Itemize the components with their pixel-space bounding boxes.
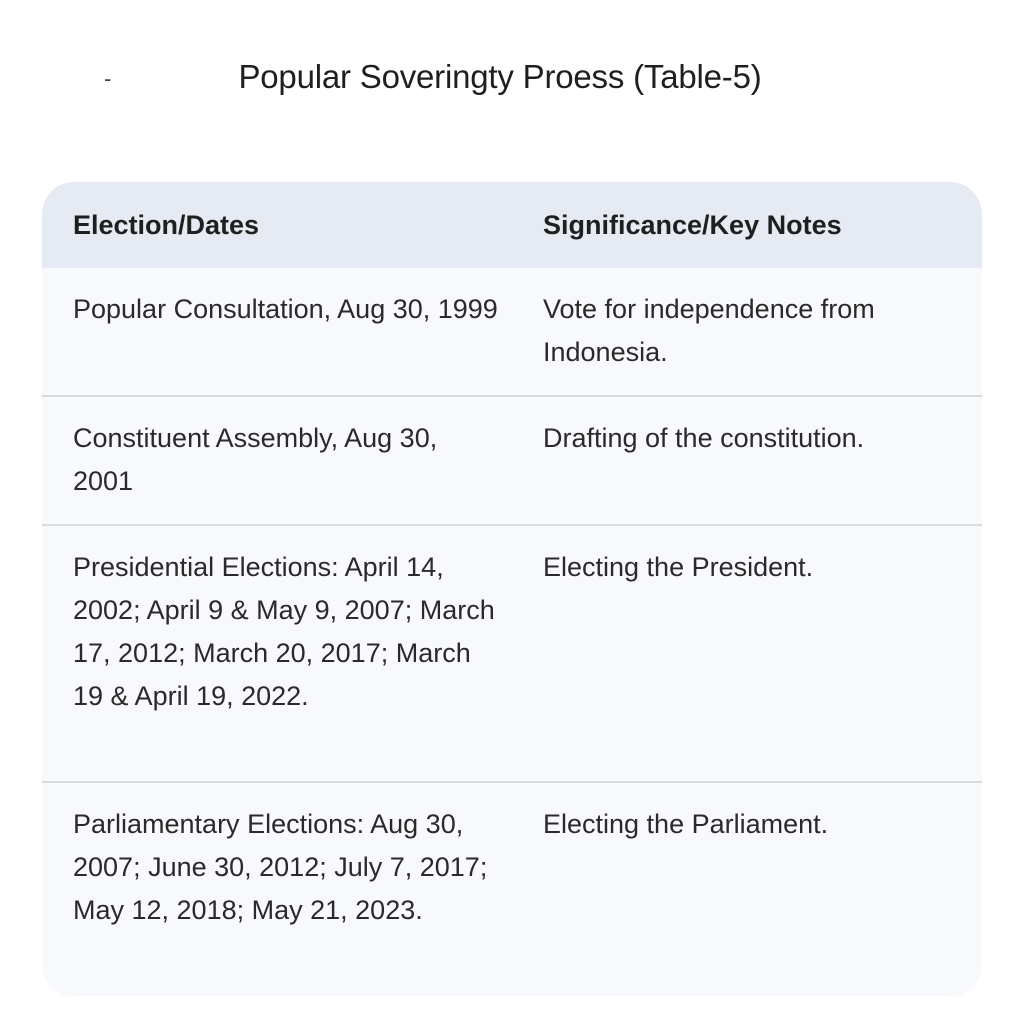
table-row [42, 268, 982, 396]
column-header-election-dates: Election/Dates [42, 182, 512, 268]
table-row [42, 782, 982, 995]
column-header-significance: Significance/Key Notes [512, 182, 982, 268]
dash-mark: - [104, 66, 112, 91]
elections-table [42, 182, 982, 995]
table-header [42, 182, 982, 268]
election-cell: Constituent Assembly, Aug 30, 2001 [42, 396, 512, 525]
notes-cell: Drafting of the constitution. [512, 396, 982, 525]
table-row [42, 525, 982, 782]
notes-cell: Electing the President. [512, 525, 982, 782]
election-cell: Parliamentary Elections: Aug 30, 2007; June 30, 2012; July 7, 2017; May 12, 2018; May 21, 2023. [42, 782, 512, 995]
election-cell: Presidential Elections: April 14, 2002; April 9 & May 9, 2007; March 17, 2012; March 20, 2017; March 19 & April 19, 2022. [42, 525, 512, 782]
notes-cell: Electing the Parliament. [512, 782, 982, 995]
table-row [42, 396, 982, 525]
notes-cell: Vote for independence from Indonesia. [543, 294, 875, 367]
header-row [42, 182, 982, 268]
page-title: Popular Soveringty Proess (Table-5) [238, 58, 762, 95]
elections-table-card [42, 182, 982, 996]
election-cell: Popular Consultation, Aug 30, 1999 [73, 294, 498, 324]
table-body [42, 268, 982, 995]
